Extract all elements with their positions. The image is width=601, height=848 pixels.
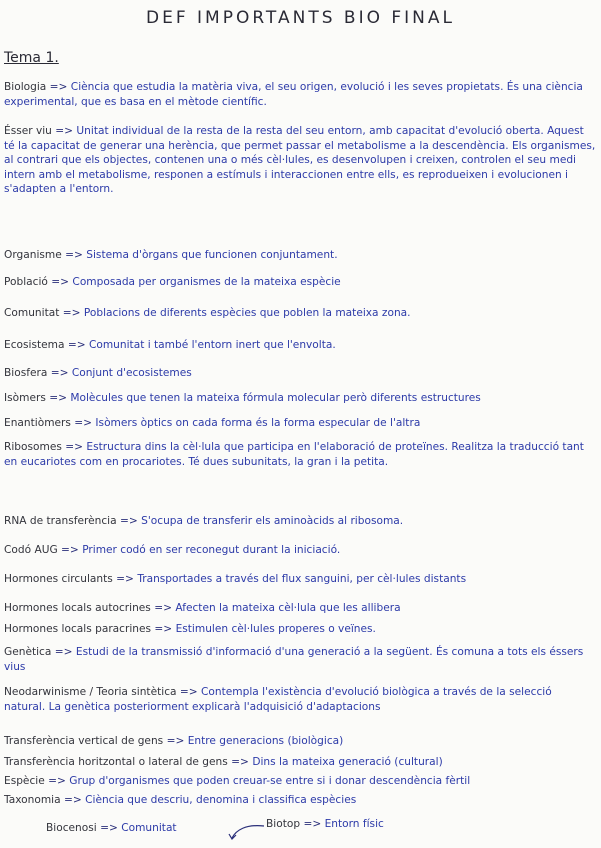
definition-entry — [4, 124, 596, 197]
entry-term: Ésser viu — [4, 125, 52, 137]
entry-arrow: => — [67, 339, 86, 351]
entry-definition: Primer codó en ser reconegut durant la iniciació. — [82, 544, 341, 556]
entry-term: Neodarwinisme / Teoria sintètica — [4, 686, 177, 698]
entry-definition: Grup d'organismes que poden creuar-se entre si i donar descendència fèrtil — [69, 775, 471, 787]
entry-arrow: => — [63, 794, 82, 806]
entry-term: Biologia — [4, 81, 47, 93]
entry-arrow: => — [61, 544, 79, 556]
section-heading: Tema 1. — [4, 50, 59, 66]
entry-definition: Entre generacions (biològica) — [187, 735, 344, 747]
entry-term: Espècie — [4, 775, 45, 787]
entry-definition: Sistema d'òrgans que funcionen conjuntament. — [86, 249, 338, 261]
entry-term: Hormones locals autocrines — [4, 602, 151, 614]
entry-arrow: => — [154, 602, 172, 614]
definition-entry — [4, 572, 596, 587]
entry-term: Biotop — [266, 818, 301, 830]
entry-definition: Comunitat — [121, 822, 177, 834]
entry-term: Ecosistema — [4, 339, 65, 351]
entry-definition: Unitat individual de la resta de la resta del seu entorn, amb capacitat d'evolució oberta. Aquest té la capacitat de generar una herència, que permet passar el metabolisme a la descendència. Els organismes, al contrari que els objectes, contenen una o més cèl·lules, es desenvolupen i creixen, controlen el seu medi intern amb el metabolisme, responen a estímuls i interaccionen entre ells, es reprodueixen i evolucionen i s'adapten a l'entorn. — [4, 125, 596, 195]
entry-arrow: => — [49, 81, 68, 93]
definition-entry — [4, 391, 596, 406]
entry-arrow: => — [50, 367, 69, 379]
entry-term: Biosfera — [4, 367, 48, 379]
entry-arrow: => — [100, 822, 118, 834]
entry-arrow: => — [303, 818, 322, 830]
entry-definition: Contempla l'existència d'evolució biològica a través de la selecció natural. La genètica posteriorment explicarà l'adquisició d'adaptacions — [4, 686, 552, 713]
entry-definition: S'ocupa de transferir els aminoàcids al ribosoma. — [141, 515, 404, 527]
entry-definition: Estimulen cèl·lules properes o veïnes. — [175, 623, 376, 635]
entry-term: Transferència horitzontal o lateral de gens — [4, 756, 228, 768]
entry-definition: Composada per organismes de la mateixa espècie — [72, 276, 341, 288]
entry-term: Codó AUG — [4, 544, 58, 556]
entry-term: Ribosomes — [4, 441, 62, 453]
entry-arrow: => — [119, 515, 138, 527]
entry-arrow: => — [179, 686, 198, 698]
entry-term: Enantiòmers — [4, 417, 71, 429]
entry-arrow: => — [65, 249, 83, 261]
page-title: DEF IMPORTANTS BIO FINAL — [146, 8, 455, 28]
entry-arrow: => — [51, 276, 70, 288]
entry-arrow: => — [166, 735, 185, 747]
entry-definition: Entorn físic — [324, 818, 384, 830]
definition-entry — [4, 440, 596, 469]
definition-entry — [4, 793, 596, 808]
entry-arrow: => — [116, 573, 134, 585]
entry-arrow: => — [231, 756, 249, 768]
entry-arrow: => — [62, 307, 81, 319]
definition-entry — [4, 734, 596, 749]
definition-entry — [4, 248, 596, 263]
entry-term: Comunitat — [4, 307, 60, 319]
definition-entry — [4, 601, 596, 616]
entry-term: Genètica — [4, 646, 52, 658]
entry-definition: Transportades a través del flux sanguini, per cèl·lules distants — [137, 573, 467, 585]
entry-term: Isòmers — [4, 392, 46, 404]
entry-term: Població — [4, 276, 48, 288]
curved-arrow-icon — [226, 820, 266, 846]
entry-term: Transferència vertical de gens — [4, 735, 164, 747]
entry-term: Biocenosi — [46, 822, 97, 834]
entry-term: Hormones locals paracrines — [4, 623, 152, 635]
entry-definition: Comunitat i també l'entorn inert que l'envolta. — [88, 339, 336, 351]
entry-arrow: => — [49, 392, 67, 404]
entry-arrow: => — [54, 646, 73, 658]
definition-entry — [4, 645, 596, 674]
entry-definition: Molècules que tenen la mateixa fórmula molecular però diferents estructures — [70, 392, 481, 404]
definition-entry — [4, 685, 596, 714]
entry-definition: Estudi de la transmissió d'informació d'una generació a la següent. És comuna a tots els éssers vius — [4, 646, 584, 673]
definition-entry — [4, 306, 596, 321]
entry-definition: Ciència que descriu, denomina i classifica espècies — [85, 794, 357, 806]
entry-term: RNA de transferència — [4, 515, 117, 527]
entry-definition: Ciència que estudia la matèria viva, el seu origen, evolució i les seves propietats. És una ciència experimental, que es basa en el mètode científic. — [4, 81, 583, 108]
definition-entry — [4, 622, 596, 637]
biocenosi-note — [46, 822, 177, 834]
definition-entry — [4, 774, 596, 789]
entry-arrow: => — [55, 125, 74, 137]
definition-entry — [4, 366, 596, 381]
entry-arrow: => — [48, 775, 66, 787]
entry-definition: Dins la mateixa generació (cultural) — [252, 756, 443, 768]
definition-entry — [4, 338, 596, 353]
definition-entry — [4, 80, 596, 109]
entry-term: Taxonomia — [4, 794, 61, 806]
entry-arrow: => — [74, 417, 93, 429]
entry-definition: Poblacions de diferents espècies que poblen la mateixa zona. — [83, 307, 411, 319]
definition-entry — [4, 275, 596, 290]
entry-definition: Conjunt d'ecosistemes — [71, 367, 192, 379]
entry-term: Organisme — [4, 249, 62, 261]
biotop-note — [266, 818, 384, 830]
entry-definition: Estructura dins la cèl·lula que participa en l'elaboració de proteïnes. Realitza la traducció tant en eucariotes com en procariotes. Té dues subunitats, la gran i la petita. — [4, 441, 584, 468]
definition-entry — [4, 755, 596, 770]
entry-term: Hormones circulants — [4, 573, 113, 585]
definition-entry — [4, 543, 596, 558]
definition-entry — [4, 514, 596, 529]
entry-arrow: => — [154, 623, 173, 635]
entry-definition: Isòmers òptics on cada forma és la forma especular de l'altra — [95, 417, 421, 429]
entry-definition: Afecten la mateixa cèl·lula que les allibera — [175, 602, 401, 614]
definition-entry — [4, 416, 596, 431]
entry-arrow: => — [65, 441, 84, 453]
